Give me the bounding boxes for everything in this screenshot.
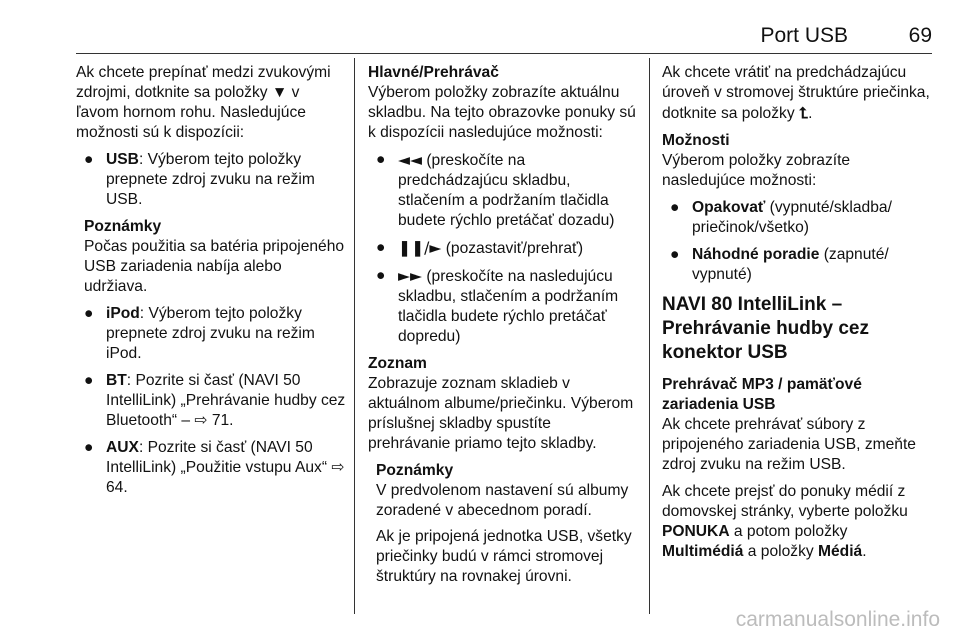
bullet-icon: ●	[670, 199, 680, 216]
bullet-icon: ●	[84, 305, 94, 322]
note-block-2	[376, 461, 636, 587]
fast-forward-icon: ►►	[398, 267, 422, 285]
player-controls-list	[368, 150, 636, 347]
options-list	[662, 198, 932, 285]
bullet-icon: ●	[84, 372, 94, 389]
ipod-label: iPod	[106, 305, 140, 322]
back-end: .	[808, 105, 813, 122]
column-divider-2	[649, 58, 650, 614]
repeat-text: (vypnuté/skladba/ priečinok/všetko)	[692, 199, 892, 236]
header-rule	[76, 53, 932, 54]
list-title: Zoznam	[368, 355, 427, 372]
aux-text: : Pozrite si časť (NAVI 50 IntelliLink) „Použitie vstupu Aux“ ⇨ 64.	[106, 439, 345, 496]
pause-text: (pozastaviť/prehrať)	[441, 240, 584, 257]
section-heading: NAVI 80 IntelliLink – Prehrávanie hudby cez konektor USB	[662, 294, 869, 363]
menu-bold-3: Médiá	[818, 543, 863, 560]
note-title: Poznámky	[84, 218, 162, 235]
options-text: Výberom položky zobrazíte nasledujúce možnosti:	[662, 152, 851, 189]
list-item-aux	[76, 438, 346, 498]
source-list-1	[76, 150, 346, 210]
usb-label: USB	[106, 151, 139, 168]
bullet-icon: ●	[376, 267, 386, 284]
note-text: Počas použitia sa batéria pripojeného USB zariadenia nabíja alebo udržiava.	[84, 238, 345, 295]
menu-end: .	[862, 543, 867, 560]
options-title: Možnosti	[662, 132, 730, 149]
note-block-1	[84, 217, 346, 297]
list-item-bt	[76, 371, 346, 431]
aux-label: AUX	[106, 439, 139, 456]
list-text: Zobrazuje zoznam skladieb v aktuálnom albume/priečinku. Výberom príslušnej skladby spustíte prehrávanie priamo tejto skladby.	[368, 375, 634, 452]
watermark: carmanualsonline.info	[735, 608, 940, 631]
menu-mid-1: a potom položky	[729, 523, 848, 540]
list-item-ipod	[76, 304, 346, 364]
previous-text: (preskočíte na predchádzajúcu skladbu, stlačením a podržaním tlačidla budete rýchlo pretáčať dozadu)	[398, 152, 615, 229]
menu-mid-2: a položky	[743, 543, 818, 560]
list-item-repeat	[662, 198, 932, 238]
random-text: (zapnuté/ vypnuté)	[692, 246, 889, 283]
intro-paragraph: Ak chcete prepínať medzi zvukovými zdrojmi, dotknite sa položky ▼ v ľavom hornom rohu. Nasledujúce možnosti sú k dispozícii:	[76, 64, 331, 141]
bullet-icon: ●	[376, 151, 386, 168]
page-title: Port USB	[760, 24, 848, 47]
bullet-icon: ●	[84, 439, 94, 456]
bt-text: : Pozrite si časť (NAVI 50 IntelliLink) „Prehrávanie hudby cez Bluetooth“ – ⇨ 71.	[106, 372, 346, 429]
page-header	[0, 0, 960, 52]
list-item-pause	[368, 238, 636, 259]
note-title: Poznámky	[376, 462, 454, 479]
player-title: Hlavné/Prehrávač	[368, 64, 499, 81]
bt-label: BT	[106, 372, 127, 389]
list-item-random	[662, 245, 932, 285]
back-text: Ak chcete vrátiť na predchádzajúcu úroveň v stromovej štruktúre priečinka, dotknite sa položky	[662, 64, 930, 122]
next-text: (preskočíte na nasledujúcu skladbu, stlačením a podržaním tlačidla budete rýchlo pretáčať dopredu)	[398, 268, 619, 345]
back-arrow-icon: ⮤	[798, 104, 809, 122]
repeat-label: Opakovať	[692, 199, 766, 216]
page-number: 69	[908, 24, 932, 47]
menu-bold-2: Multimédiá	[662, 543, 744, 560]
source-list-2	[76, 304, 346, 498]
list-item-usb	[76, 150, 346, 210]
list-item-previous	[368, 150, 636, 231]
back-paragraph	[662, 63, 932, 124]
bullet-icon: ●	[376, 239, 386, 256]
note-paragraph-1: V predvolenom nastavení sú albumy zoradené v abecednom poradí.	[376, 482, 629, 519]
menu-pre: Ak chcete prejsť do ponuky médií z domovskej stránky, vyberte položku	[662, 483, 908, 520]
list-item-next	[368, 266, 636, 347]
column-2	[368, 63, 636, 594]
menu-paragraph	[662, 482, 932, 562]
sub-text: Ak chcete prehrávať súbory z pripojeného zariadenia USB, zmeňte zdroj zvuku na režim USB.	[662, 416, 916, 473]
ipod-text: : Výberom tejto položky prepnete zdroj zvuku na režim iPod.	[106, 305, 315, 362]
rewind-icon: ◄◄	[398, 151, 422, 169]
player-text: Výberom položky zobrazíte aktuálnu skladbu. Na tejto obrazovke ponuky sú k dispozícii nasledujúce možnosti:	[368, 84, 636, 141]
menu-bold-1: PONUKA	[662, 523, 730, 540]
sub-heading: Prehrávač MP3 / pamäťové zariadenia USB	[662, 376, 862, 413]
bullet-icon: ●	[84, 151, 94, 168]
bullet-icon: ●	[670, 246, 680, 263]
column-3	[662, 63, 932, 569]
random-label: Náhodné poradie	[692, 246, 820, 263]
pause-play-icon: ❚❚/►	[398, 239, 442, 257]
note-paragraph-2: Ak je pripojená jednotka USB, všetky priečinky budú v rámci stromovej štruktúry na rovnakej úrovni.	[376, 528, 632, 585]
column-1	[76, 63, 346, 505]
column-divider-1	[354, 58, 355, 614]
usb-text: : Výberom tejto položky prepnete zdroj zvuku na režim USB.	[106, 151, 315, 208]
